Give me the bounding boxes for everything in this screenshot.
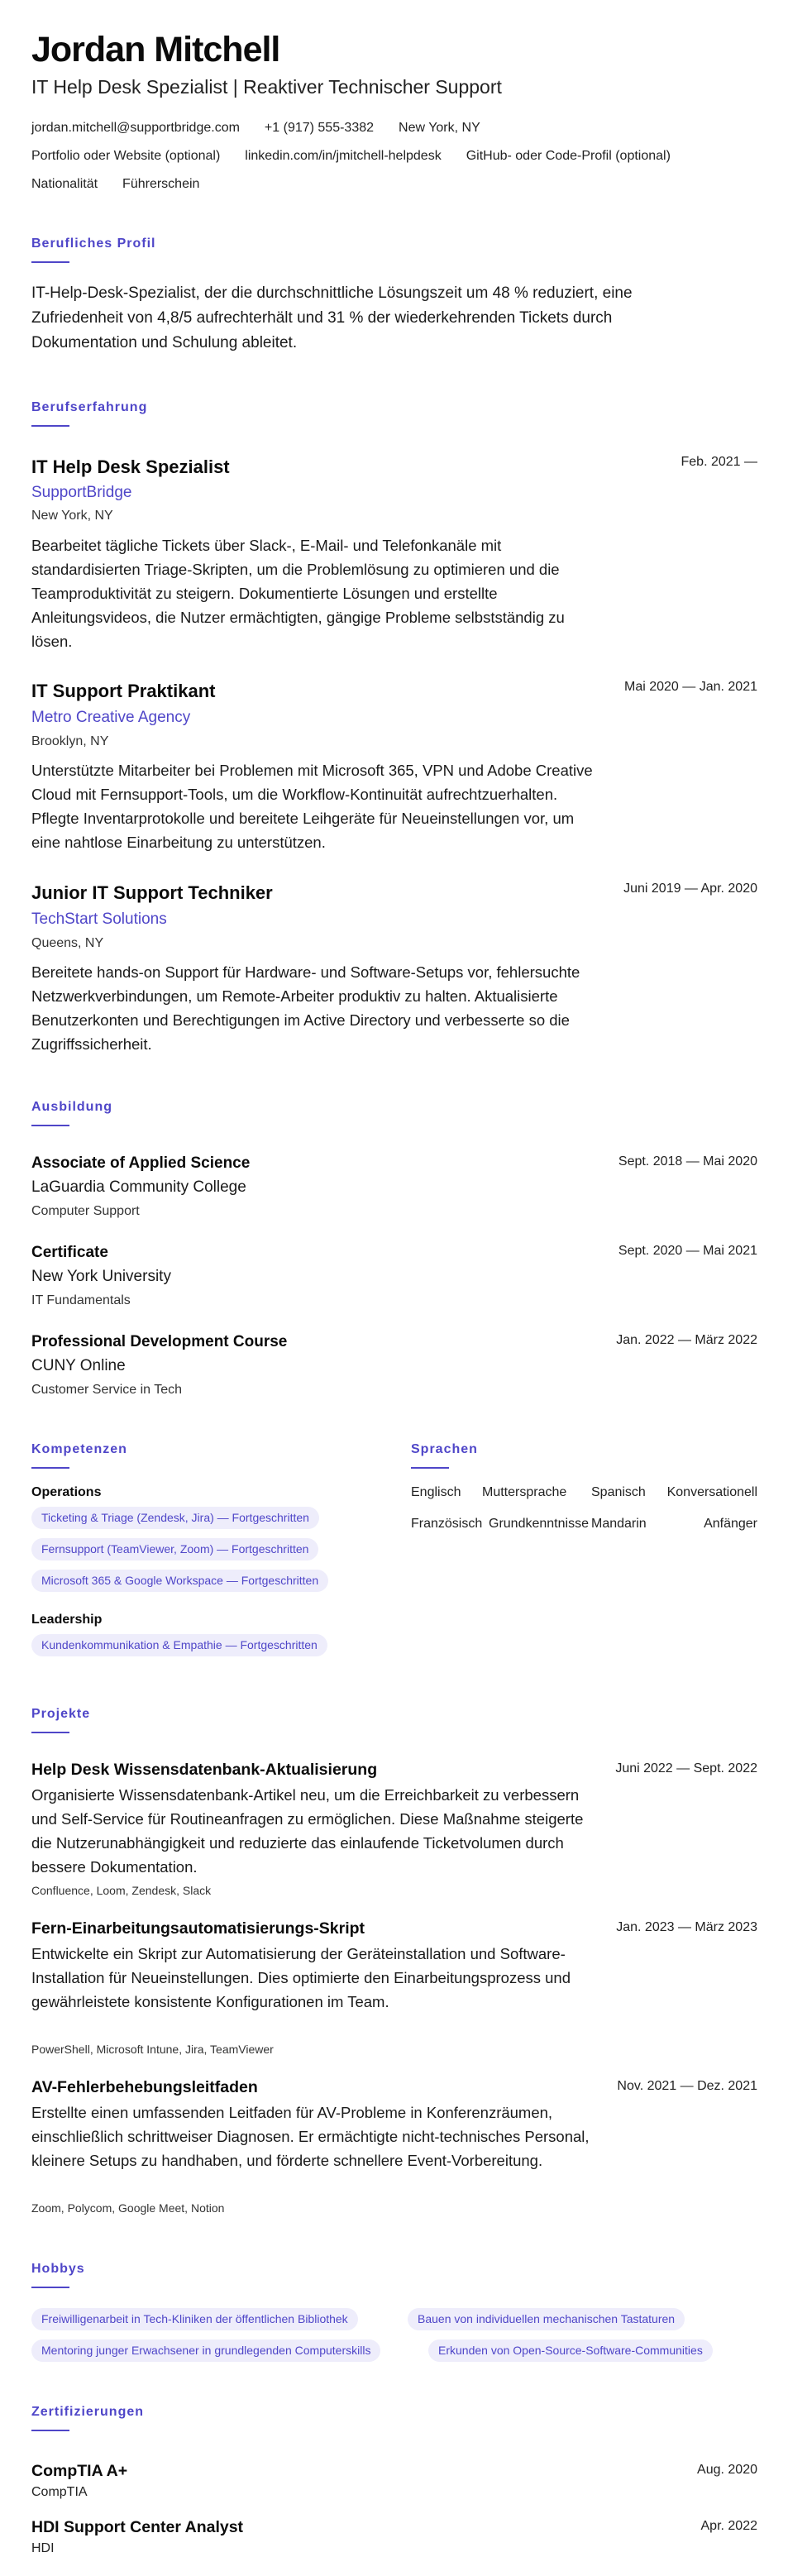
hobby-chip: Erkunden von Open-Source-Software-Communities <box>428 2339 713 2362</box>
contact-nationality: Nationalität <box>31 177 98 191</box>
education-school: New York University <box>31 1268 171 1285</box>
skill-chip: Fernsupport (TeamViewer, Zoom) — Fortgeschritten <box>31 1538 318 1560</box>
language-row <box>411 1517 757 1533</box>
section-title-hobbies: Hobbys <box>31 2262 85 2276</box>
language-name: Französisch <box>411 1517 483 1531</box>
language-level: Grundkenntnisse <box>489 1517 589 1531</box>
skill-chip: Ticketing & Triage (Zendesk, Jira) — Fortgeschritten <box>31 1507 319 1529</box>
contact-license: Führerschein <box>122 177 200 191</box>
project-tools: PowerShell, Microsoft Intune, Jira, TeamViewer <box>31 2043 274 2056</box>
certification-name: CompTIA A+ <box>31 2462 128 2480</box>
job-description: Unterstützte Mitarbeiter bei Problemen mit Microsoft 365, VPN und Adobe Creative Cloud mit Fernsupport-Tools, um die Workflow-Kontinuität aufrechtzuerhalten. Pflegte Inventarprotokolle und bereitete Leihgeräte für Neueinstellungen vor, um eine nahtlose Einarbeitung zu unterstützen. <box>31 762 593 851</box>
section-divider <box>31 1732 69 1733</box>
education-school: LaGuardia Community College <box>31 1178 246 1196</box>
certification-date: Aug. 2020 <box>697 2463 757 2477</box>
project-description: Erstellte einen umfassenden Leitfaden für AV-Probleme in Konferenzräumen, einschließlich schrittweiser Diagnosen. Er ermächtigte nicht-technisches Personal, kleinere Setups zu handhaben, und förderte schnellere Event-Vorbereitung. <box>31 2104 590 2169</box>
skill-group-name: Leadership <box>31 1613 103 1627</box>
skill-chip: Kundenkommunikation & Empathie — Fortgeschritten <box>31 1634 327 1656</box>
education-field: Computer Support <box>31 1204 140 1218</box>
education-field: IT Fundamentals <box>31 1293 131 1307</box>
language-name: Englisch <box>411 1485 461 1499</box>
job-dates: Feb. 2021 — <box>681 455 757 469</box>
section-divider <box>31 425 69 427</box>
contact-row-3 <box>31 177 199 192</box>
hobby-chip: Freiwilligenarbeit in Tech-Kliniken der öffentlichen Bibliothek <box>31 2308 358 2330</box>
contact-email[interactable]: jordan.mitchell@supportbridge.com <box>31 121 240 135</box>
job-description: Bearbeitet tägliche Tickets über Slack-, E-Mail- und Telefonkanäle mit standardisierten Triage-Skripten, um die Problemlösung zu optimieren und die Teamproduktivität zu steigern. Dokumentierte Lösungen und erstellte Anleitungsvideos, die Nutzer ermächtigten, gängige Probleme selbstständig zu lösen. <box>31 537 565 650</box>
section-title-projects: Projekte <box>31 1707 91 1721</box>
education-degree: Associate of Applied Science <box>31 1154 251 1172</box>
job-company: SupportBridge <box>31 484 132 501</box>
job-dates: Juni 2019 — Apr. 2020 <box>623 882 757 896</box>
section-divider <box>31 1125 69 1126</box>
education-dates: Jan. 2022 — März 2022 <box>616 1333 757 1347</box>
section-title-education: Ausbildung <box>31 1100 112 1114</box>
candidate-name: Jordan Mitchell <box>31 30 280 69</box>
project-title: Fern-Einarbeitungsautomatisierungs-Skript <box>31 1919 365 1938</box>
section-title-profile: Berufliches Profil <box>31 237 156 251</box>
language-level: Anfänger <box>704 1517 757 1531</box>
language-name: Spanisch <box>591 1485 646 1499</box>
project-title: Help Desk Wissensdatenbank-Aktualisierung <box>31 1761 378 1779</box>
section-divider <box>31 1467 69 1469</box>
language-row <box>411 1485 757 1502</box>
job-location: New York, NY <box>31 509 113 523</box>
section-divider <box>31 261 69 263</box>
project-title: AV-Fehlerbehebungsleitfaden <box>31 2078 258 2096</box>
section-divider <box>31 2430 69 2431</box>
language-name: Mandarin <box>591 1517 647 1531</box>
education-school: CUNY Online <box>31 1357 126 1374</box>
certification-org: CompTIA <box>31 2485 88 2499</box>
education-degree: Professional Development Course <box>31 1333 288 1350</box>
project-description: Entwickelte ein Skript zur Automatisierung der Geräteinstallation und Software-Installation für Neueinstellungen. Dies optimierte den Einarbeitungsprozess und gewährleistete konsistente Konfigurationen im Team. <box>31 1945 571 2010</box>
language-level: Konversationell <box>666 1485 757 1499</box>
profile-summary: IT-Help-Desk-Spezialist, der die durchschnittliche Lösungszeit um 48 % reduziert, eine Zufriedenheit von 4,8/5 aufrechterhält und 31 % der wiederkehrenden Tickets durch Dokumentation und Schulung ableitet. <box>31 284 633 351</box>
contact-phone[interactable]: +1 (917) 555-3382 <box>264 121 375 135</box>
contact-linkedin[interactable]: linkedin.com/in/jmitchell-helpdesk <box>245 149 442 163</box>
skill-group-name: Operations <box>31 1485 102 1499</box>
certification-org: HDI <box>31 2541 55 2555</box>
section-divider <box>411 1467 449 1469</box>
education-field: Customer Service in Tech <box>31 1383 182 1397</box>
hobby-chip: Bauen von individuellen mechanischen Tastaturen <box>408 2308 685 2330</box>
job-company: TechStart Solutions <box>31 910 167 928</box>
skill-chip: Microsoft 365 & Google Workspace — Fortgeschritten <box>31 1570 328 1592</box>
education-dates: Sept. 2020 — Mai 2021 <box>618 1244 757 1258</box>
job-title: IT Support Praktikant <box>31 681 216 701</box>
education-degree: Certificate <box>31 1244 108 1261</box>
job-dates: Mai 2020 — Jan. 2021 <box>624 680 757 694</box>
section-title-experience: Berufserfahrung <box>31 400 148 414</box>
contact-portfolio[interactable]: Portfolio oder Website (optional) <box>31 149 221 163</box>
job-location: Queens, NY <box>31 936 104 950</box>
candidate-headline: IT Help Desk Spezialist | Reaktiver Technischer Support <box>31 76 502 98</box>
section-title-skills: Kompetenzen <box>31 1442 127 1456</box>
contact-github[interactable]: GitHub- oder Code-Profil (optional) <box>466 149 671 163</box>
project-tools: Zoom, Polycom, Google Meet, Notion <box>31 2201 225 2215</box>
job-title: Junior IT Support Techniker <box>31 882 273 903</box>
job-location: Brooklyn, NY <box>31 734 109 748</box>
job-description: Bereitete hands-on Support für Hardware- und Software-Setups vor, fehlersuchte Netzwerkverbindungen, um Remote-Arbeiter produktiv zu halten. Aktualisierte Benutzerkonten und Berechtigungen im Active Directory und verbesserte so die Zugriffssicherheit. <box>31 963 580 1053</box>
certification-date: Apr. 2022 <box>700 2519 757 2533</box>
project-description: Organisierte Wissensdatenbank-Artikel neu, um die Erreichbarkeit zu verbessern und Self-Service für Routineanfragen zu ermöglichen. Diese Maßnahme steigerte die Nutzerunabhängigkeit und reduzierte das einlaufende Ticketvolumen durch bessere Dokumentation. <box>31 1786 584 1876</box>
contact-row-1 <box>31 121 480 136</box>
contact-location: New York, NY <box>399 121 480 135</box>
job-company: Metro Creative Agency <box>31 709 191 726</box>
language-level: Muttersprache <box>482 1485 567 1499</box>
contact-row-2 <box>31 149 671 164</box>
project-tools: Confluence, Loom, Zendesk, Slack <box>31 1884 212 1897</box>
education-dates: Sept. 2018 — Mai 2020 <box>618 1154 757 1169</box>
section-divider <box>31 2287 69 2288</box>
certification-name: HDI Support Center Analyst <box>31 2518 244 2536</box>
project-dates: Jan. 2023 — März 2023 <box>616 1920 757 1934</box>
resume-page <box>31 0 757 2576</box>
section-title-certifications: Zertifizierungen <box>31 2405 145 2419</box>
hobby-chip: Mentoring junger Erwachsener in grundlegenden Computerskills <box>31 2339 380 2362</box>
project-dates: Nov. 2021 — Dez. 2021 <box>617 2079 757 2093</box>
project-dates: Juni 2022 — Sept. 2022 <box>615 1761 757 1775</box>
job-title: IT Help Desk Spezialist <box>31 456 230 477</box>
section-title-languages: Sprachen <box>411 1442 478 1456</box>
